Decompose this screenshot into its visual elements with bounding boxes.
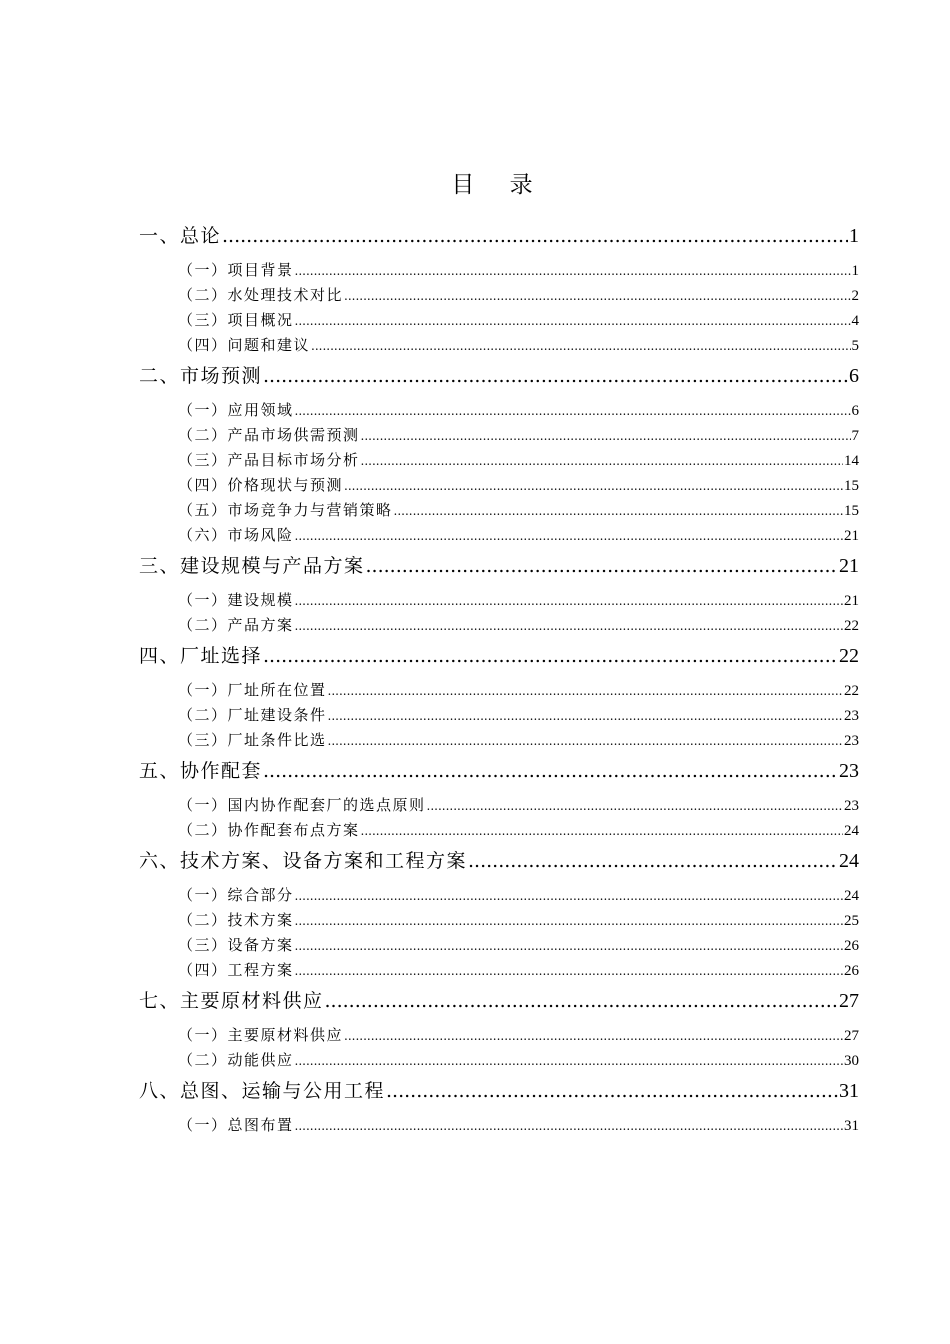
toc-entry-label: （一）综合部分 bbox=[178, 886, 294, 904]
toc-page-number: 31 bbox=[839, 1080, 859, 1102]
toc-entry-label: （三）厂址条件比选 bbox=[178, 731, 327, 749]
toc-dot-leader bbox=[361, 820, 843, 842]
toc-page-number: 24 bbox=[844, 823, 859, 839]
toc-dot-leader bbox=[325, 987, 838, 1015]
toc-chapter-entry[interactable] bbox=[139, 642, 859, 670]
toc-page-number: 22 bbox=[844, 683, 859, 699]
toc-dot-leader bbox=[361, 425, 851, 447]
toc-dot-leader bbox=[366, 552, 838, 580]
toc-section-entry[interactable] bbox=[178, 589, 859, 611]
toc-page-number: 14 bbox=[844, 453, 859, 469]
toc-page-number: 23 bbox=[839, 760, 859, 782]
toc-chapter-entry[interactable] bbox=[139, 757, 859, 785]
toc-entry-label: 八、总图、运输与公用工程 bbox=[139, 1080, 386, 1102]
toc-entry-label: 四、厂址选择 bbox=[139, 645, 263, 667]
toc-dot-leader bbox=[295, 260, 851, 282]
toc-section-entry[interactable] bbox=[178, 1024, 859, 1046]
toc-entry-label: （二）技术方案 bbox=[178, 911, 294, 929]
toc-page-number: 1 bbox=[851, 263, 859, 279]
toc-chapter-entry[interactable] bbox=[139, 362, 859, 390]
toc-page-number: 23 bbox=[844, 708, 859, 724]
toc-dot-leader bbox=[295, 960, 843, 982]
toc-entry-label: （一）主要原材料供应 bbox=[178, 1026, 344, 1044]
toc-entry-label: （一）国内协作配套厂的选点原则 bbox=[178, 796, 426, 814]
toc-chapter-entry[interactable] bbox=[139, 987, 859, 1015]
toc-dot-leader bbox=[328, 730, 843, 752]
toc-page-number: 2 bbox=[851, 288, 859, 304]
toc-page-number: 26 bbox=[844, 963, 859, 979]
toc-entry-label: （二）产品方案 bbox=[178, 616, 294, 634]
toc-dot-leader bbox=[295, 615, 843, 637]
toc-section-entry[interactable] bbox=[178, 309, 859, 331]
toc-dot-leader bbox=[427, 795, 843, 817]
toc-entry-label: （一）总图布置 bbox=[178, 1116, 294, 1134]
toc-entry-label: 一、总论 bbox=[139, 225, 222, 247]
toc-entry-label: （二）协作配套布点方案 bbox=[178, 821, 360, 839]
toc-page-number: 27 bbox=[839, 990, 859, 1012]
toc-entry-label: 三、建设规模与产品方案 bbox=[139, 555, 365, 577]
toc-title: 目 录 bbox=[451, 172, 547, 198]
toc-dot-leader bbox=[311, 335, 850, 357]
toc-section-entry[interactable] bbox=[178, 259, 859, 281]
toc-page-number: 7 bbox=[851, 428, 859, 444]
toc-section-entry[interactable] bbox=[178, 524, 859, 546]
toc-section-entry[interactable] bbox=[178, 424, 859, 446]
toc-section-entry[interactable] bbox=[178, 284, 859, 306]
toc-entry-label: （二）产品市场供需预测 bbox=[178, 426, 360, 444]
toc-dot-leader bbox=[344, 1025, 843, 1047]
toc-page-number: 27 bbox=[844, 1028, 859, 1044]
toc-section-entry[interactable] bbox=[178, 399, 859, 421]
toc-page-number: 4 bbox=[851, 313, 859, 329]
toc-dot-leader bbox=[295, 590, 843, 612]
toc-page-number: 21 bbox=[844, 528, 859, 544]
toc-dot-leader bbox=[295, 310, 851, 332]
toc-entry-label: （四）价格现状与预测 bbox=[178, 476, 344, 494]
toc-entry-label: （三）设备方案 bbox=[178, 936, 294, 954]
toc-page-number: 21 bbox=[844, 593, 859, 609]
toc-chapter-entry[interactable] bbox=[139, 222, 859, 250]
toc-page-number: 25 bbox=[844, 913, 859, 929]
toc-dot-leader bbox=[295, 1050, 843, 1072]
toc-entry-label: （一）厂址所在位置 bbox=[178, 681, 327, 699]
toc-page-number: 24 bbox=[844, 888, 859, 904]
toc-page-number: 21 bbox=[839, 555, 859, 577]
toc-page-number: 6 bbox=[851, 403, 859, 419]
toc-dot-leader bbox=[263, 757, 838, 785]
toc-dot-leader bbox=[295, 1115, 843, 1137]
toc-dot-leader bbox=[263, 362, 848, 390]
toc-section-entry[interactable] bbox=[178, 1114, 859, 1136]
toc-entry-label: （三）产品目标市场分析 bbox=[178, 451, 360, 469]
toc-dot-leader bbox=[394, 500, 843, 522]
toc-chapter-entry[interactable] bbox=[139, 847, 859, 875]
toc-section-entry[interactable] bbox=[178, 959, 859, 981]
toc-entry-label: （二）厂址建设条件 bbox=[178, 706, 327, 724]
toc-dot-leader bbox=[344, 475, 843, 497]
toc-page-number: 26 bbox=[844, 938, 859, 954]
toc-section-entry[interactable] bbox=[178, 1049, 859, 1071]
toc-chapter-entry[interactable] bbox=[139, 1077, 859, 1105]
toc-dot-leader bbox=[263, 642, 838, 670]
toc-page-number: 31 bbox=[844, 1118, 859, 1134]
toc-entry-label: （一）建设规模 bbox=[178, 591, 294, 609]
toc-section-entry[interactable] bbox=[178, 679, 859, 701]
toc-page-number: 6 bbox=[849, 365, 859, 387]
toc-dot-leader bbox=[295, 400, 851, 422]
toc-dot-leader bbox=[222, 222, 848, 250]
toc-page-number: 23 bbox=[844, 798, 859, 814]
toc-entry-label: 五、协作配套 bbox=[139, 760, 263, 782]
toc-entry-label: 七、主要原材料供应 bbox=[139, 990, 324, 1012]
toc-entry-label: （一）应用领域 bbox=[178, 401, 294, 419]
toc-page-number: 1 bbox=[849, 225, 859, 247]
toc-page-number: 22 bbox=[844, 618, 859, 634]
toc-page-number: 5 bbox=[851, 338, 859, 354]
toc-page-number: 24 bbox=[839, 850, 859, 872]
toc-page-number: 23 bbox=[844, 733, 859, 749]
toc-dot-leader bbox=[295, 885, 843, 907]
toc-dot-leader bbox=[328, 680, 843, 702]
toc-dot-leader bbox=[295, 525, 843, 547]
toc-dot-leader bbox=[468, 847, 838, 875]
toc-entry-label: （一）项目背景 bbox=[178, 261, 294, 279]
toc-entry-label: （四）工程方案 bbox=[178, 961, 294, 979]
toc-entry-label: （二）动能供应 bbox=[178, 1051, 294, 1069]
toc-page-number: 15 bbox=[844, 503, 859, 519]
toc-section-entry[interactable] bbox=[178, 499, 859, 521]
toc-dot-leader bbox=[386, 1077, 838, 1105]
toc-section-entry[interactable] bbox=[178, 794, 859, 816]
toc-section-entry[interactable] bbox=[178, 334, 859, 356]
toc-entry-label: （五）市场竞争力与营销策略 bbox=[178, 501, 393, 519]
toc-section-entry[interactable] bbox=[178, 884, 859, 906]
toc-section-entry[interactable] bbox=[178, 614, 859, 636]
toc-entry-label: （六）市场风险 bbox=[178, 526, 294, 544]
toc-section-entry[interactable] bbox=[178, 474, 859, 496]
toc-page-number: 15 bbox=[844, 478, 859, 494]
toc-dot-leader bbox=[361, 450, 843, 472]
toc-dot-leader bbox=[328, 705, 843, 727]
toc-entry-label: （三）项目概况 bbox=[178, 311, 294, 329]
toc-section-entry[interactable] bbox=[178, 704, 859, 726]
toc-chapter-entry[interactable] bbox=[139, 552, 859, 580]
toc-dot-leader bbox=[295, 910, 843, 932]
toc-section-entry[interactable] bbox=[178, 819, 859, 841]
toc-section-entry[interactable] bbox=[178, 449, 859, 471]
toc-section-entry[interactable] bbox=[178, 909, 859, 931]
toc-dot-leader bbox=[344, 285, 850, 307]
toc-page-number: 30 bbox=[844, 1053, 859, 1069]
toc-dot-leader bbox=[295, 935, 843, 957]
toc-entry-label: 六、技术方案、设备方案和工程方案 bbox=[139, 850, 468, 872]
toc-entry-label: （四）问题和建议 bbox=[178, 336, 311, 354]
toc-section-entry[interactable] bbox=[178, 934, 859, 956]
toc-entry-label: 二、市场预测 bbox=[139, 365, 263, 387]
toc-entry-label: （二）水处理技术对比 bbox=[178, 286, 344, 304]
toc-page-number: 22 bbox=[839, 645, 859, 667]
toc-section-entry[interactable] bbox=[178, 729, 859, 751]
